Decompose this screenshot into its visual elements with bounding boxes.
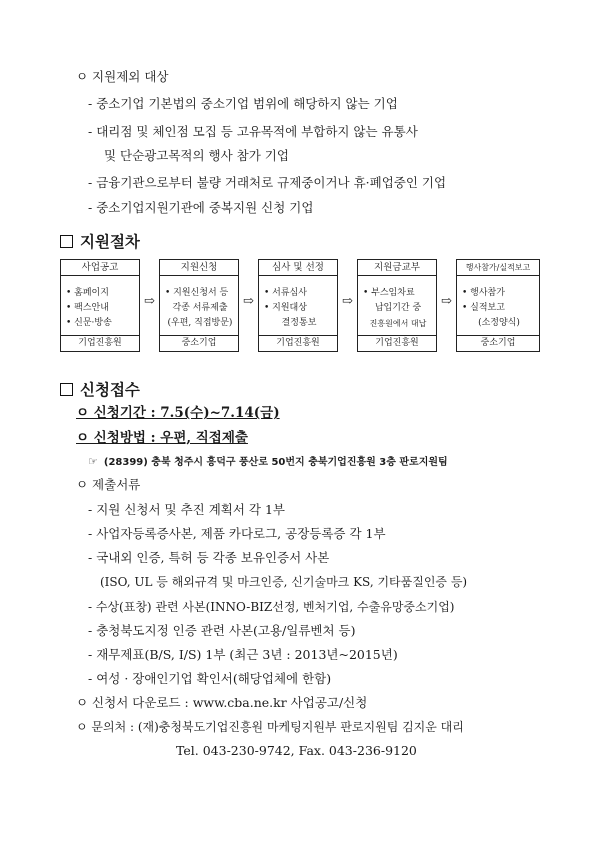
doc-item: - 재무제표(B/S, I/S) 1부 (최근 3년 : 2013년~2015년) <box>88 647 398 662</box>
step-item: • 부스임차료 <box>363 288 415 298</box>
step-item: (우편, 직접방문) <box>167 318 233 328</box>
application-method: ㅇ 신청방법 : 우편, 직접제출 <box>76 430 248 446</box>
doc-item: - 여성 · 장애인기업 확인서(해당업체에 한함) <box>88 671 332 686</box>
exclusion-item: - 금융기관으로부터 불량 거래처로 규제중이거나 휴·폐업중인 기업 <box>88 175 447 190</box>
step-item: 진흥원에서 대납 <box>369 319 427 328</box>
docs-heading: ㅇ 제출서류 <box>76 477 141 492</box>
exclusion-heading: ㅇ 지원제외 대상 <box>76 69 169 84</box>
step-item: • 지원신청서 등 <box>165 288 229 298</box>
exclusion-item: - 중소기업지원기관에 중복지원 신청 기업 <box>88 200 314 215</box>
pointing-hand-icon: ☞ <box>88 455 98 468</box>
step-title: 심사 및 선정 <box>259 260 337 276</box>
right-arrow-icon: ⇨ <box>243 294 254 309</box>
step-org: 중소기업 <box>160 335 238 351</box>
step-org: 기업진흥원 <box>259 335 337 351</box>
step-item: 결정통보 <box>281 318 317 328</box>
application-section-title <box>60 378 140 400</box>
right-arrow-icon: ⇨ <box>441 294 452 309</box>
procedure-step-5 <box>456 259 540 352</box>
doc-item: - 국내외 인증, 특허 등 각종 보유인증서 사본 <box>88 550 330 565</box>
doc-item: - 충청북도지정 인증 관련 사본(고용/일류벤처 등) <box>88 623 356 638</box>
step-org: 중소기업 <box>457 335 539 351</box>
exclusion-item-cont: 및 단순광고목적의 행사 참가 기업 <box>104 148 289 163</box>
address-line <box>88 454 448 471</box>
application-title-text: 신청접수 <box>80 380 140 399</box>
step-item: (소정양식) <box>478 318 520 328</box>
step-item: • 홈페이지 <box>66 288 109 298</box>
step-title: 행사참가/실적보고 <box>457 260 539 276</box>
procedure-step-1 <box>60 259 140 352</box>
address-text: (28399) 충북 청주시 흥덕구 풍산로 50번지 충북기업진흥원 3층 판로지원팀 <box>103 457 448 468</box>
step-item: • 지원대상 <box>264 303 307 313</box>
exclusion-item: - 대리점 및 체인점 모집 등 고유목적에 부합하지 않는 유통사 <box>88 124 418 139</box>
procedure-step-3 <box>258 259 338 352</box>
procedure-section-title <box>60 230 140 252</box>
procedure-flow-diagram <box>60 259 540 352</box>
procedure-title-text: 지원절차 <box>80 232 140 251</box>
step-item: • 행사참가 <box>462 288 505 298</box>
download-line: ㅇ 신청서 다운로드 : www.cba.ne.kr 사업공고/신청 <box>76 695 368 710</box>
checkbox-square-icon <box>60 383 73 396</box>
exclusion-item: - 중소기업 기본법의 중소기업 범위에 해당하지 않는 기업 <box>88 96 398 111</box>
step-org: 기업진흥원 <box>358 335 436 351</box>
procedure-step-2 <box>159 259 239 352</box>
step-title: 사업공고 <box>61 260 139 276</box>
right-arrow-icon: ⇨ <box>342 294 353 309</box>
application-period: ㅇ 신청기간 : 7.5(수)~7.14(금) <box>76 405 280 421</box>
doc-item: - 지원 신청서 및 추진 계획서 각 1부 <box>88 502 285 517</box>
doc-item: - 수상(표창) 관련 사본(INNO-BIZ선정, 벤처기업, 수출유망중소기업) <box>88 600 455 614</box>
step-item: • 실적보고 <box>462 303 505 313</box>
step-title: 지원신청 <box>160 260 238 276</box>
step-item: • 팩스안내 <box>66 303 109 313</box>
step-item: 납입기간 중 <box>374 303 422 313</box>
step-item: 각종 서류제출 <box>172 303 228 313</box>
step-org: 기업진흥원 <box>61 335 139 351</box>
phone-line: Tel. 043-230-9742, Fax. 043-236-9120 <box>176 743 417 758</box>
step-title: 지원금교부 <box>358 260 436 276</box>
contact-line: ㅇ 문의처 : (재)충청북도기업진흥원 마케팅지원부 판로지원팀 김지운 대리 <box>76 720 464 734</box>
right-arrow-icon: ⇨ <box>144 294 155 309</box>
doc-item-cont: (ISO, UL 등 해외규격 및 마크인증, 신기술마크 KS, 기타품질인증 등) <box>100 575 468 589</box>
doc-item: - 사업자등록증사본, 제품 카다로그, 공장등록증 각 1부 <box>88 526 386 541</box>
step-item: • 서류심사 <box>264 288 307 298</box>
checkbox-square-icon <box>60 235 73 248</box>
procedure-step-4 <box>357 259 437 352</box>
step-item: • 신문·방송 <box>66 318 112 328</box>
